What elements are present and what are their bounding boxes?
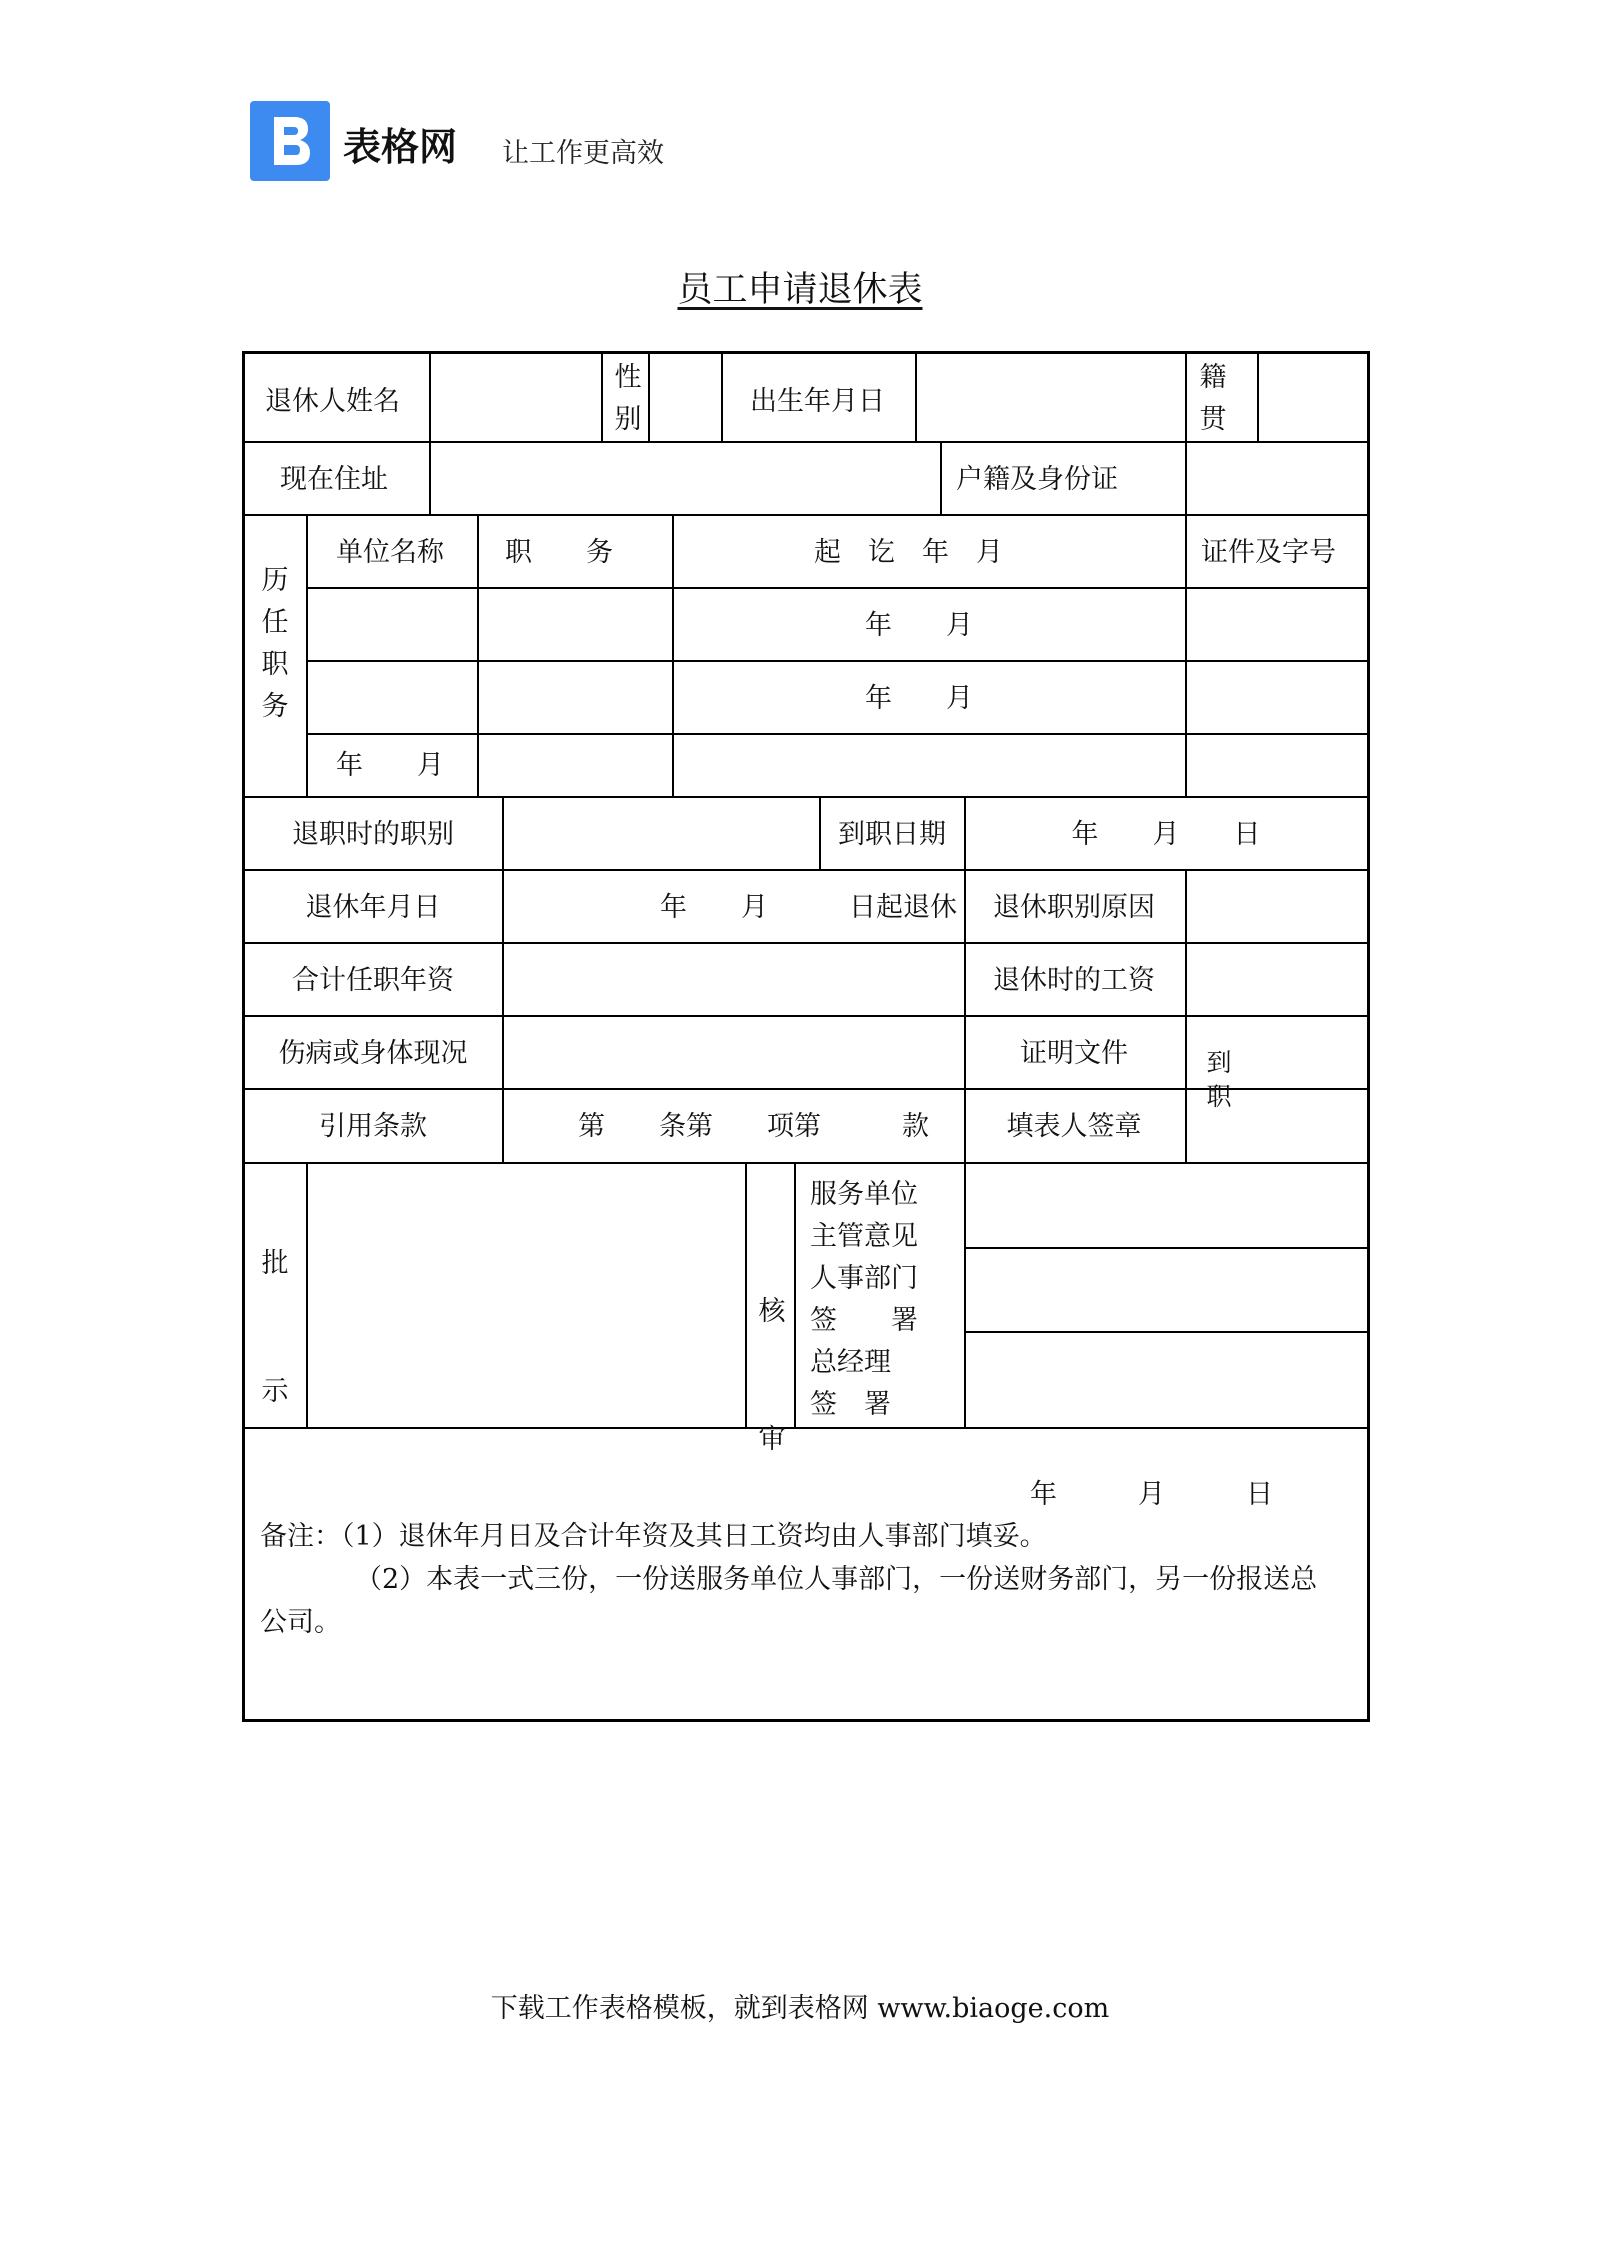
history-post-field-1[interactable]: [479, 589, 671, 659]
approval-label: 批示: [261, 1248, 289, 1407]
service-unit-opinion-label: 服务单位主管意见: [810, 1179, 918, 1252]
retire-reason-label: 退休职别原因: [993, 892, 1155, 923]
history-period-2: 年 月: [865, 683, 973, 714]
biaoge-logo-icon: [250, 101, 330, 181]
history-post-field-3[interactable]: [479, 735, 671, 795]
service-unit-opinion-field[interactable]: [966, 1164, 1367, 1246]
clause-value: 第 条第 项第 款: [578, 1111, 929, 1142]
note-2: （2）本表一式三份，一份送服务单位人事部门，一份送财务部门，另一份报送总: [355, 1564, 1318, 1595]
history-cert-field-1[interactable]: [1187, 589, 1367, 659]
brand-slogan: 让工作更高效: [502, 138, 664, 169]
employment-history-label: 历任职务: [261, 565, 289, 722]
brand-name: 表格网: [343, 125, 458, 169]
clause-label: 引用条款: [319, 1111, 427, 1142]
note-1: 备注：（1）退休年月日及合计年资及其日工资均由人事部门填妥。: [260, 1521, 1047, 1552]
history-unit-field-1[interactable]: [308, 589, 476, 659]
address-label: 现在住址: [280, 464, 388, 495]
history-col-unit: 单位名称: [336, 537, 444, 568]
retire-position-label: 退职时的职别: [292, 819, 454, 850]
hr-sign-field[interactable]: [966, 1249, 1367, 1330]
history-col-period: 起 讫 年 月: [814, 537, 1003, 568]
retiree-name-label: 退休人姓名: [265, 386, 400, 417]
history-col-cert: 证件及字号: [1201, 537, 1336, 568]
health-status-field[interactable]: [504, 1017, 963, 1087]
sex-label: 性别: [614, 362, 642, 435]
history-post-field-2[interactable]: [479, 662, 671, 732]
service-years-field[interactable]: [504, 944, 963, 1014]
birth-date-label: 出生年月日: [750, 386, 885, 417]
sign-date: 年 月 日: [1030, 1479, 1273, 1510]
arrival-date-value: 年 月 日: [1071, 819, 1261, 850]
review-label: 核审: [758, 1296, 786, 1455]
gm-sign-field[interactable]: [966, 1333, 1367, 1426]
filler-sign-label: 填表人签章: [1006, 1111, 1142, 1142]
approval-field[interactable]: [308, 1164, 744, 1426]
retiree-name-field[interactable]: [431, 353, 599, 441]
page-title: 员工申请退休表: [677, 270, 923, 310]
household-id-label: 户籍及身份证: [956, 464, 1118, 495]
retire-salary-field[interactable]: [1187, 944, 1367, 1014]
history-unit-field-2[interactable]: [308, 662, 476, 732]
logo-icon: [250, 101, 330, 181]
service-years-label: 合计任职年资: [292, 965, 454, 996]
native-place-label: 籍贯: [1199, 362, 1227, 435]
native-place-field[interactable]: [1259, 353, 1367, 441]
household-id-field[interactable]: [1187, 443, 1367, 514]
arrival-stray-text: 到职: [1206, 1048, 1232, 1111]
retire-date-value: 年 月 日起退休: [660, 892, 957, 923]
arrival-date-label: 到职日期: [838, 819, 946, 850]
history-period-1: 年 月: [865, 610, 973, 641]
note-3: 公司。: [260, 1607, 341, 1638]
gm-sign-label: 总经理签 署: [810, 1347, 891, 1420]
footer-text: 下载工作表格模板，就到表格网 www.biaoge.com: [490, 1993, 1110, 2024]
retire-date-label: 退休年月日: [305, 892, 441, 923]
history-cert-field-3[interactable]: [1187, 735, 1367, 795]
proof-document-label: 证明文件: [1020, 1038, 1128, 1069]
hr-sign-label: 人事部门签 署: [810, 1263, 918, 1336]
birth-date-field[interactable]: [917, 353, 1184, 441]
health-status-label: 伤病或身体现况: [278, 1038, 468, 1069]
address-field[interactable]: [431, 443, 939, 514]
history-col-post: 职 务: [505, 537, 613, 568]
retire-position-field[interactable]: [504, 798, 818, 868]
history-period-3: 年 月: [336, 750, 444, 781]
retire-reason-field[interactable]: [1187, 871, 1367, 941]
history-period-field-3[interactable]: [674, 735, 1184, 795]
filler-sign-field[interactable]: [1187, 1090, 1367, 1161]
sex-field[interactable]: [650, 353, 720, 441]
history-cert-field-2[interactable]: [1187, 662, 1367, 732]
retire-salary-label: 退休时的工资: [993, 965, 1155, 996]
